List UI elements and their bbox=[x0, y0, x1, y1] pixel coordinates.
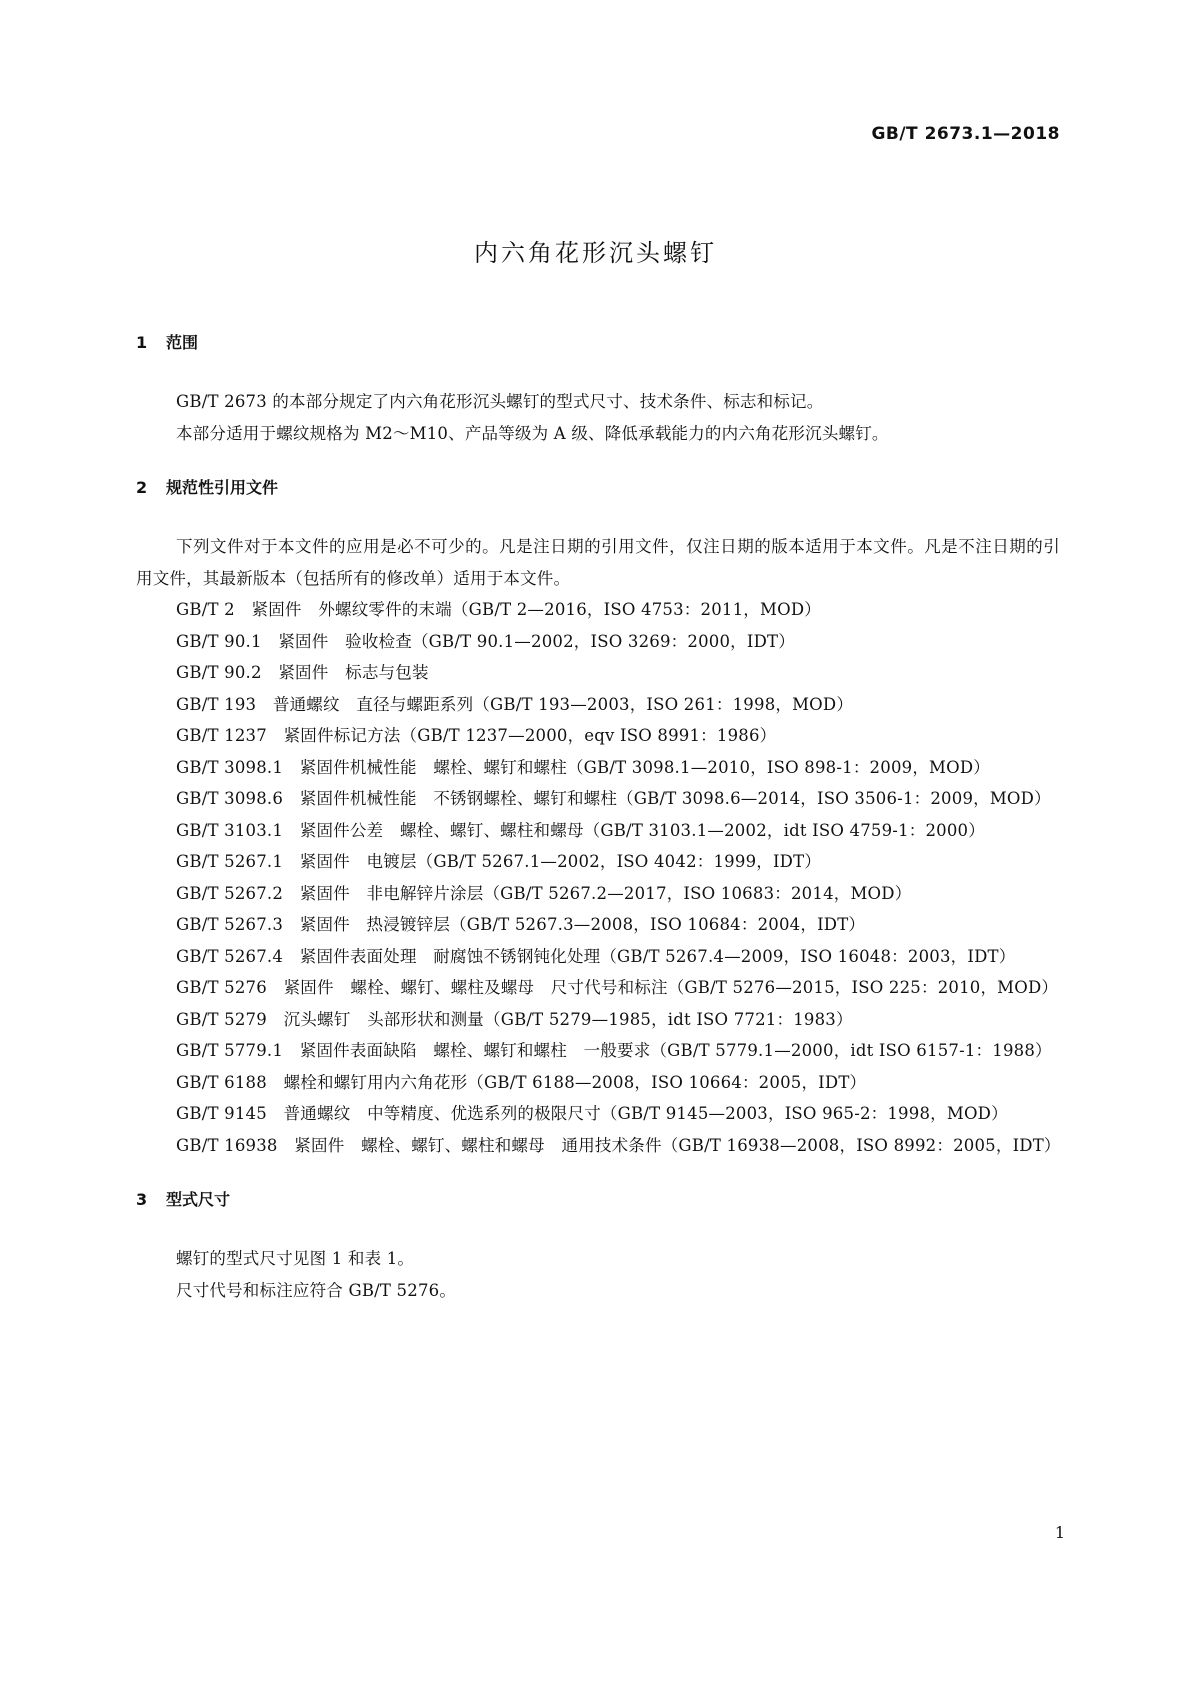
paragraph: 下列文件对于本文件的应用是必不可少的。凡是注日期的引用文件，仅注日期的版本适用于本文件。凡是不注日期的引用文件，其最新版本（包括所有的修改单）适用于本文件。 bbox=[136, 537, 1060, 588]
reference-item: GB/T 5267.1 紧固件 电镀层（GB/T 5267.1—2002，ISO 4042：1999，IDT） bbox=[176, 852, 822, 871]
section-title: 规范性引用文件 bbox=[166, 478, 279, 497]
reference-item: GB/T 9145 普通螺纹 中等精度、优选系列的极限尺寸（GB/T 9145—2003，ISO 965-2：1998，MOD） bbox=[176, 1104, 1008, 1123]
section-body bbox=[136, 531, 1060, 1161]
section-title: 型式尺寸 bbox=[166, 1190, 231, 1209]
reference-item: GB/T 5267.3 紧固件 热浸镀锌层（GB/T 5267.3—2008，ISO 10684：2004，IDT） bbox=[176, 915, 866, 934]
reference-item: GB/T 5267.2 紧固件 非电解锌片涂层（GB/T 5267.2—2017，ISO 10683：2014，MOD） bbox=[176, 883, 912, 903]
section-heading bbox=[136, 330, 1060, 356]
section-scope bbox=[136, 330, 1060, 449]
reference-item: GB/T 5267.4 紧固件表面处理 耐腐蚀不锈钢钝化处理（GB/T 5267.4—2009，ISO 16048：2003，IDT） bbox=[176, 946, 1016, 966]
reference-item: GB/T 3098.6 紧固件机械性能 不锈钢螺栓、螺钉和螺柱（GB/T 3098.6—2014，ISO 3506-1：2009，MOD） bbox=[176, 789, 1051, 808]
document-code: GB/T 2673.1—2018 bbox=[871, 124, 1060, 144]
section-body bbox=[136, 1243, 1060, 1306]
section-normative-references bbox=[136, 475, 1060, 1161]
reference-item: GB/T 5779.1 紧固件表面缺陷 螺栓、螺钉和螺柱 一般要求（GB/T 5779.1—2000，idt ISO 6157-1：1988） bbox=[176, 1041, 1052, 1060]
page-title: 内六角花形沉头螺钉 bbox=[474, 239, 717, 267]
reference-item: GB/T 2 紧固件 外螺纹零件的末端（GB/T 2—2016，ISO 4753：2011，MOD） bbox=[176, 600, 821, 619]
reference-item: GB/T 90.2 紧固件 标志与包装 bbox=[176, 663, 429, 682]
section-dimensions bbox=[136, 1187, 1060, 1306]
section-number: 3 bbox=[136, 1190, 148, 1209]
reference-item: GB/T 193 普通螺纹 直径与螺距系列（GB/T 193—2003，ISO 261：1998，MOD） bbox=[176, 694, 854, 714]
reference-item: GB/T 16938 紧固件 螺栓、螺钉、螺柱和螺母 通用技术条件（GB/T 16938—2008，ISO 8992：2005，IDT） bbox=[176, 1135, 1061, 1155]
section-number: 1 bbox=[136, 333, 148, 352]
reference-item: GB/T 5279 沉头螺钉 头部形状和测量（GB/T 5279—1985，idt ISO 7721：1983） bbox=[176, 1009, 853, 1029]
paragraph: 螺钉的型式尺寸见图 1 和表 1。 bbox=[176, 1249, 415, 1268]
reference-item: GB/T 3098.1 紧固件机械性能 螺栓、螺钉和螺柱（GB/T 3098.1—2010，ISO 898-1：2009，MOD） bbox=[176, 757, 990, 777]
reference-item: GB/T 1237 紧固件标记方法（GB/T 1237—2000，eqv ISO 8991：1986） bbox=[176, 726, 777, 745]
section-title: 范围 bbox=[166, 333, 199, 352]
section-heading bbox=[136, 1187, 1060, 1213]
section-heading bbox=[136, 475, 1060, 501]
reference-item: GB/T 90.1 紧固件 验收检查（GB/T 90.1—2002，ISO 3269：2000，IDT） bbox=[176, 631, 795, 651]
reference-item: GB/T 3103.1 紧固件公差 螺栓、螺钉、螺柱和螺母（GB/T 3103.1—2002，idt ISO 4759-1：2000） bbox=[176, 820, 985, 840]
section-number: 2 bbox=[136, 478, 148, 497]
page-number: 1 bbox=[1054, 1523, 1065, 1542]
reference-item: GB/T 6188 螺栓和螺钉用内六角花形（GB/T 6188—2008，ISO 10664：2005，IDT） bbox=[176, 1072, 867, 1092]
section-body bbox=[136, 386, 1060, 449]
reference-item: GB/T 5276 紧固件 螺栓、螺钉、螺柱及螺母 尺寸代号和标注（GB/T 5276—2015，ISO 225：2010，MOD） bbox=[176, 978, 1059, 997]
paragraph: 本部分适用于螺纹规格为 M2～M10、产品等级为 A 级、降低承载能力的内六角花形沉头螺钉。 bbox=[176, 423, 889, 443]
paragraph: 尺寸代号和标注应符合 GB/T 5276。 bbox=[176, 1280, 457, 1300]
document-body bbox=[136, 330, 1060, 1332]
paragraph: GB/T 2673 的本部分规定了内六角花形沉头螺钉的型式尺寸、技术条件、标志和标记。 bbox=[176, 392, 824, 411]
